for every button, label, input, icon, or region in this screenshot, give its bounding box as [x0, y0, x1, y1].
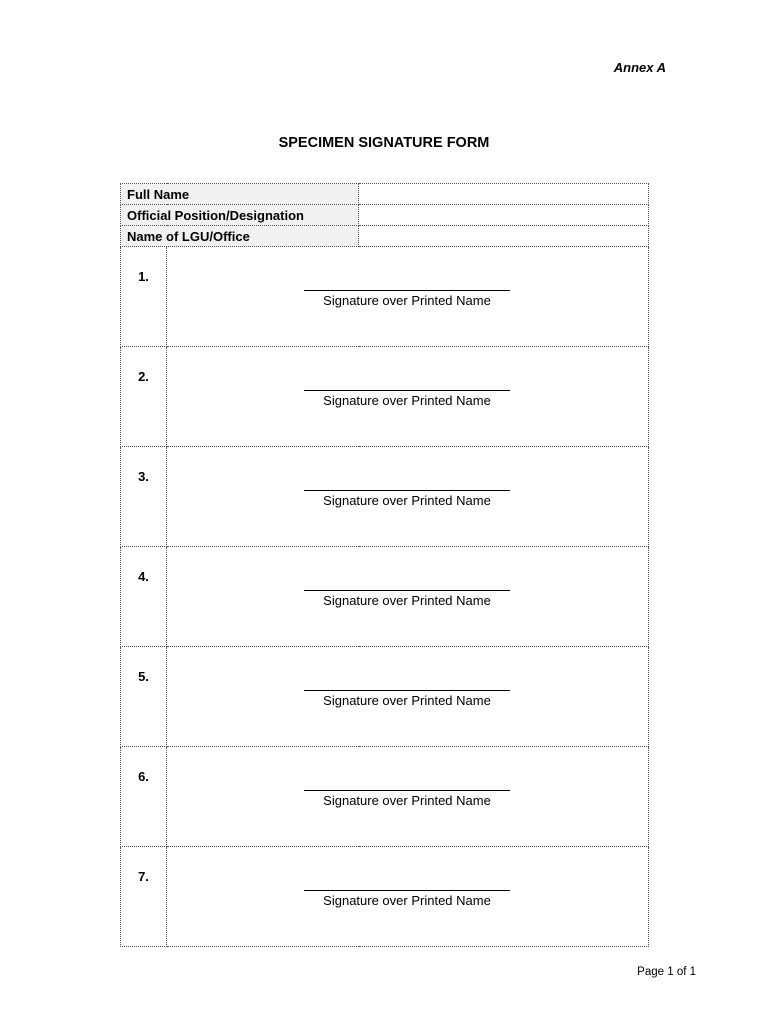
signature-caption: Signature over Printed Name — [323, 293, 491, 308]
signature-number: 2. — [121, 347, 167, 447]
signature-line — [304, 390, 510, 391]
signature-caption: Signature over Printed Name — [323, 493, 491, 508]
signature-box[interactable] — [167, 447, 649, 547]
signature-number: 5. — [121, 647, 167, 747]
signature-row — [121, 847, 649, 947]
position-field[interactable] — [359, 205, 649, 226]
signature-number: 1. — [121, 247, 167, 347]
signature-number: 3. — [121, 447, 167, 547]
signature-box[interactable] — [167, 347, 649, 447]
signature-line — [304, 490, 510, 491]
signature-line — [304, 290, 510, 291]
form-title: SPECIMEN SIGNATURE FORM — [278, 135, 490, 151]
annex-label: Annex A — [613, 60, 666, 75]
signature-box[interactable] — [167, 247, 649, 347]
signature-row — [121, 747, 649, 847]
full-name-field[interactable] — [359, 184, 649, 205]
full-name-row — [121, 184, 649, 205]
lgu-office-row — [121, 226, 649, 247]
signature-line — [304, 590, 510, 591]
signature-row — [121, 447, 649, 547]
signature-number: 7. — [121, 847, 167, 947]
signature-line — [304, 890, 510, 891]
signature-line — [304, 690, 510, 691]
signature-caption: Signature over Printed Name — [323, 593, 491, 608]
signature-caption: Signature over Printed Name — [323, 693, 491, 708]
signature-caption: Signature over Printed Name — [323, 893, 491, 908]
signature-number: 6. — [121, 747, 167, 847]
signature-box[interactable] — [167, 747, 649, 847]
full-name-label: Full Name — [121, 184, 359, 205]
lgu-office-label: Name of LGU/Office — [121, 226, 359, 247]
signature-row — [121, 247, 649, 347]
lgu-office-field[interactable] — [359, 226, 649, 247]
position-label: Official Position/Designation — [121, 205, 359, 226]
page-number: Page 1 of 1 — [637, 966, 696, 978]
signature-box[interactable] — [167, 547, 649, 647]
signature-row — [121, 547, 649, 647]
signature-number: 4. — [121, 547, 167, 647]
signature-row — [121, 347, 649, 447]
signature-form-table — [120, 183, 649, 947]
signature-line — [304, 790, 510, 791]
signature-box[interactable] — [167, 647, 649, 747]
signature-box[interactable] — [167, 847, 649, 947]
signature-caption: Signature over Printed Name — [323, 393, 491, 408]
position-row — [121, 205, 649, 226]
signature-row — [121, 647, 649, 747]
signature-caption: Signature over Printed Name — [323, 793, 491, 808]
